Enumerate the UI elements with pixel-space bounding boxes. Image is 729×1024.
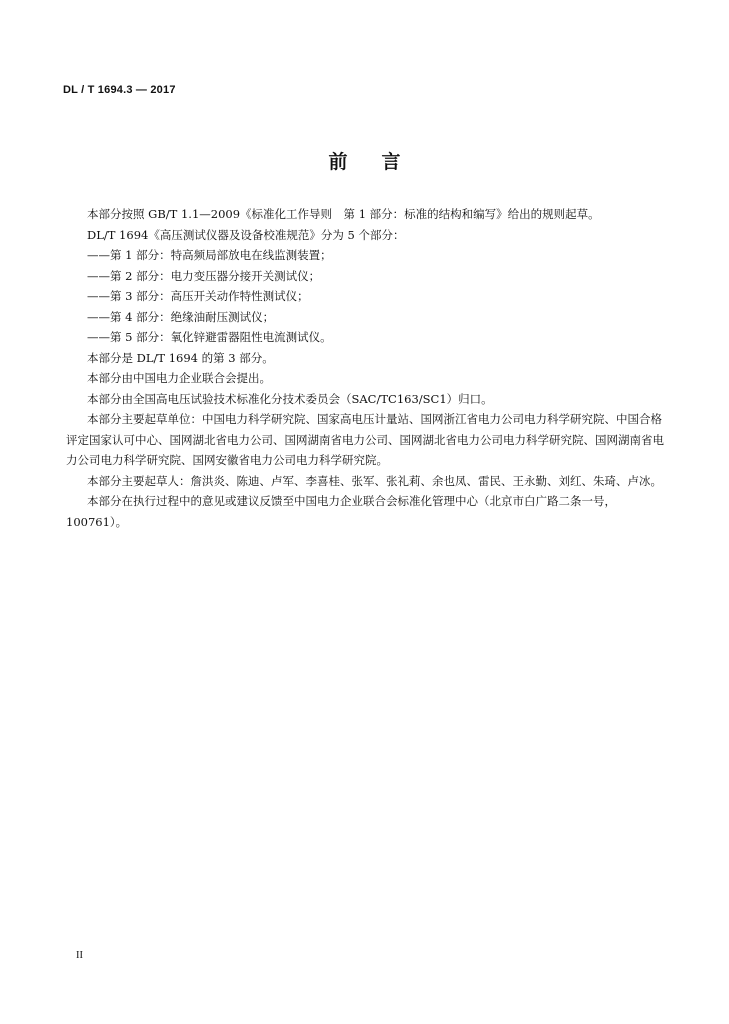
list-item-part-3: ——第 3 部分：高压开关动作特性测试仪；	[87, 289, 309, 303]
paragraph-this-part: 本部分是 DL/T 1694 的第 3 部分。	[87, 350, 274, 365]
paragraph-proposed-by: 本部分由中国电力企业联合会提出。	[87, 371, 271, 385]
paragraph-parts-overview: DL/T 1694《高压测试仪器及设备校准规范》分为 5 个部分：	[87, 227, 405, 242]
paragraph-feedback: 本部分在执行过程中的意见或建议反馈至中国电力企业联合会标准化管理中心（北京市白广路二条一号，100761）。	[66, 494, 616, 529]
list-item-part-2: ——第 2 部分：电力变压器分接开关测试仪；	[87, 268, 321, 283]
paragraph-drafters: 本部分主要起草人：詹洪炎、陈迪、卢军、李喜桂、张军、张礼莉、余也凤、雷民、王永勤、刘红、朱琦、卢冰。	[87, 473, 662, 488]
page-title: 前言	[328, 151, 435, 173]
paragraph-centralized-by: 本部分由全国高电压试验技术标准化分技术委员会（SAC/TC163/SC1）归口。	[87, 391, 493, 406]
standard-code-header: DL / T 1694.3 — 2017	[63, 84, 176, 96]
page-number: II	[76, 950, 83, 961]
list-item-part-4: ——第 4 部分：绝缘油耐压测试仪；	[87, 309, 275, 324]
paragraph-drafting-rules: 本部分按照 GB/T 1.1—2009《标准化工作导则 第 1 部分：标准的结构和编写》给出的规则起草。	[87, 207, 600, 221]
list-item-part-1: ——第 1 部分：特高频局部放电在线监测装置；	[87, 248, 332, 262]
paragraph-drafting-units: 本部分主要起草单位：中国电力科学研究院、国家高电压计量站、国网浙江省电力公司电力科学研究院、中国合格评定国家认可中心、国网湖北省电力公司、国网湖南省电力公司、国网湖北省电力公司电力科学研究院、国网湖南省电力公司电力科学研究院、国网安徽省电力公司电力科学研究院。	[66, 412, 664, 467]
foreword-body	[66, 204, 668, 532]
list-item-part-5: ——第 5 部分：氧化锌避雷器阻性电流测试仪。	[87, 330, 332, 344]
